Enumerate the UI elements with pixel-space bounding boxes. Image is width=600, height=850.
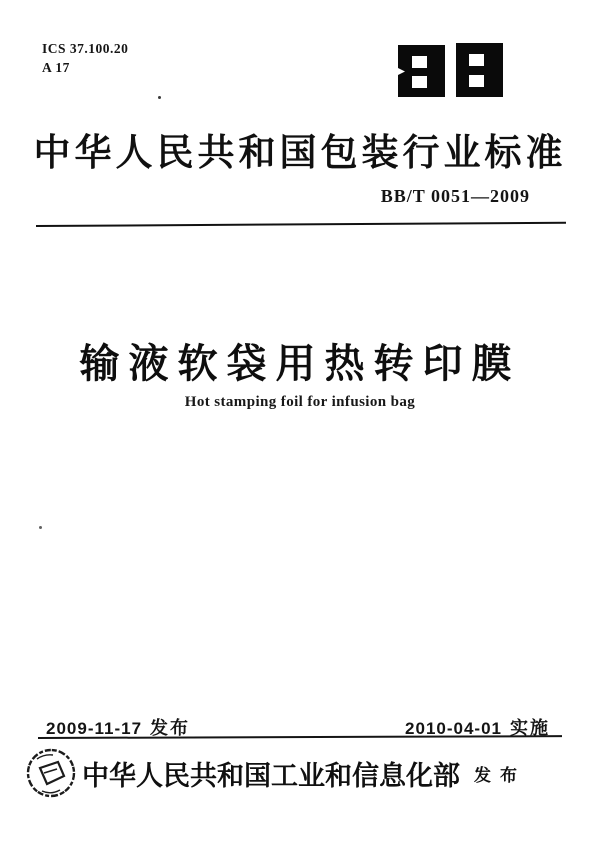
- ics-code: ICS 37.100.20: [42, 41, 129, 56]
- scan-artifact-dot: [39, 526, 42, 529]
- publisher-name: 中华人民共和国工业和信息化部: [82, 760, 460, 791]
- issue-label: 发布: [150, 718, 191, 738]
- publisher-action-label: 发布: [474, 765, 526, 785]
- document-title-cn: 输液软袋用热转印膜: [79, 342, 521, 386]
- scan-artifact-dot: [158, 96, 161, 99]
- header-divider: [36, 222, 566, 227]
- publisher-row: [24, 745, 570, 801]
- document-title-en: Hot stamping foil for infusion bag: [184, 394, 416, 410]
- publisher-emblem-icon: [24, 745, 78, 801]
- classification-code: A 17: [42, 59, 70, 75]
- issue-date: 2009-11-17: [46, 719, 143, 738]
- standard-number: BB/T 0051—2009: [380, 186, 530, 206]
- implementation-label: 实施: [510, 718, 550, 738]
- bb-logo-icon: [398, 43, 504, 97]
- standard-type-title: 中华人民共和国包装行业标准: [33, 133, 567, 174]
- implementation-date: 2010-04-01: [405, 719, 502, 738]
- ics-block: [42, 40, 128, 78]
